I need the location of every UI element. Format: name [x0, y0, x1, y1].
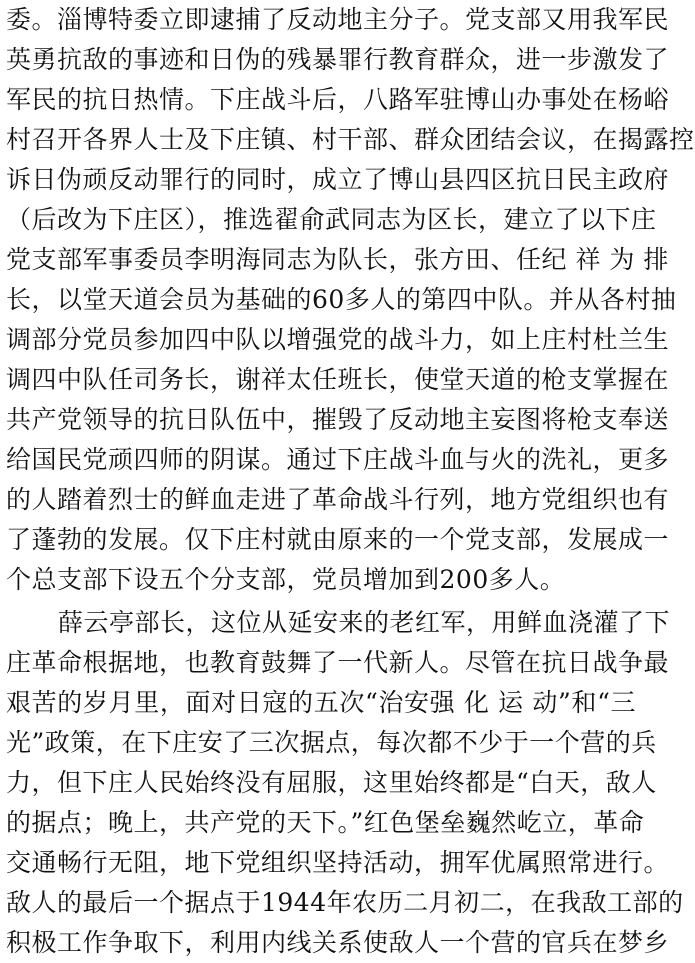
text-line: 调四中队任司务长，谢祥太任班长，使堂天道的枪支掌握在 — [6, 365, 670, 394]
text-line: 个总支部下设五个分支部，党员增加到200多人。 — [6, 565, 566, 594]
text-line: 光”政策，在下庄安了三次据点，每次都不少于一个营的兵 — [6, 728, 657, 757]
text-line: 给国民党顽四师的阴谋。通过下庄战斗血与火的洗礼，更多 — [6, 445, 670, 474]
text-line: 艰苦的岁月里，面对日寇的五次“治安强 化 运 动”和“三 — [6, 688, 636, 717]
text-line: 英勇抗敌的事迹和日伪的残暴罪行教育群众，进一步激发了 — [6, 45, 670, 74]
text-line: 委。淄博特委立即逮捕了反动地主分子。党支部又用我军民 — [6, 5, 670, 34]
text-line: 军民的抗日热情。下庄战斗后，八路军驻博山办事处在杨峪 — [6, 85, 670, 114]
text-line: 的据点；晚上，共产党的天下。”红色堡垒巍然屹立，革命 — [6, 808, 645, 837]
text-line: 长，以堂天道会员为基础的60多人的第四中队。并从各村抽 — [6, 285, 677, 314]
text-line: 积极工作争取下，利用内线关系使敌人一个营的官兵在梦乡 — [6, 928, 670, 957]
text-line: （后改为下庄区），推选翟俞武同志为区长，建立了以下庄 — [6, 205, 657, 234]
text-line: 调部分党员参加四中队以增强党的战斗力，如上庄村杜兰生 — [6, 325, 670, 354]
text-line: 党支部军事委员李明海同志为队长，张方田、任纪 祥 为 排 — [6, 245, 669, 274]
text-line: 了蓬勃的发展。仅下庄村就由原来的一个党支部，发展成一 — [6, 525, 670, 554]
text-line: 薛云亭部长，这位从延安来的老红军，用鲜血浇灌了下 — [58, 608, 671, 637]
text-line: 共产党领导的抗日队伍中，摧毁了反动地主妄图将枪支奉送 — [6, 405, 670, 434]
text-line: 交通畅行无阻，地下党组织坚持活动，拥军优属照常进行。 — [6, 848, 670, 877]
text-line: 的人踏着烈士的鲜血走进了革命战斗行列，地方党组织也有 — [6, 485, 670, 514]
text-line: 诉日伪顽反动罪行的同时，成立了博山县四区抗日民主政府 — [6, 165, 670, 194]
text-line: 力，但下庄人民始终没有屈服，这里始终都是“白天，敌人 — [6, 768, 657, 797]
text-line: 敌人的最后一个据点于1944年农历二月初二，在我敌工部的 — [6, 888, 684, 917]
text-line: 村召开各界人士及下庄镇、村干部、群众团结会议，在揭露控 — [6, 125, 695, 154]
text-line: 庄革命根据地，也教育鼓舞了一代新人。尽管在抗日战争最 — [6, 648, 670, 677]
